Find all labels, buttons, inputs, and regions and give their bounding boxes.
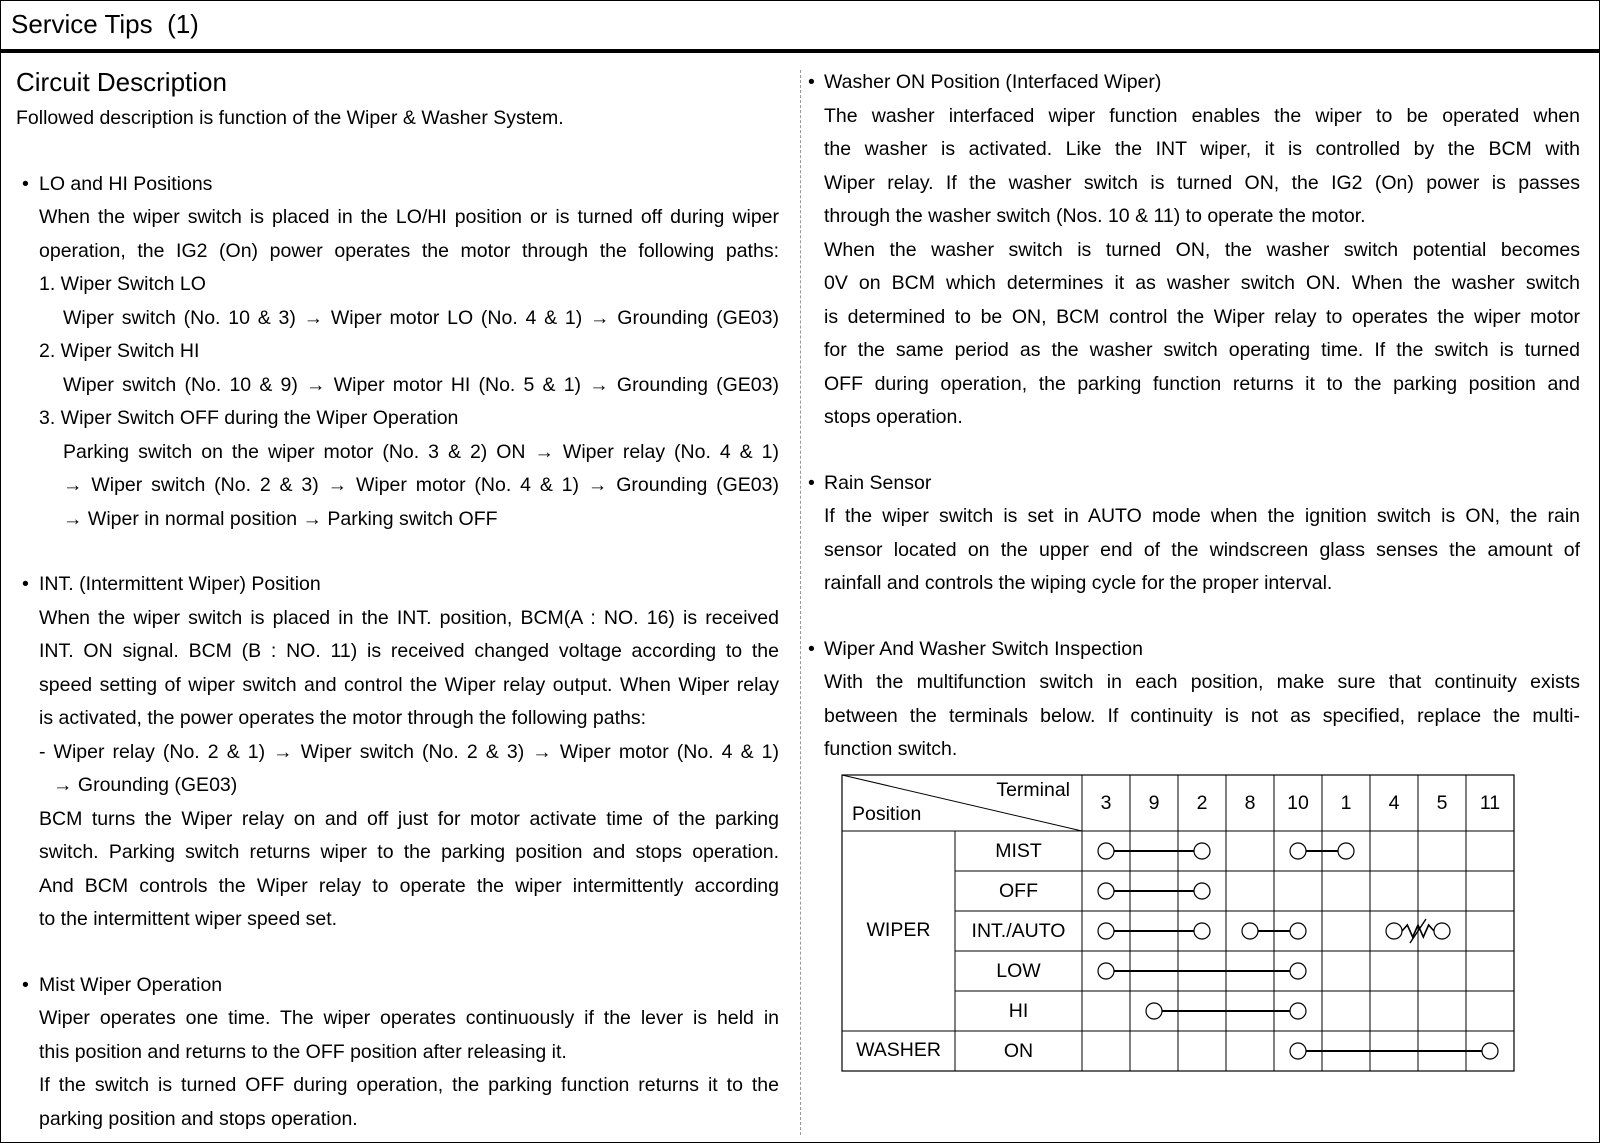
- paragraph-line: rainfall and controls the wiping cycle for the proper interval.: [824, 572, 1333, 594]
- page-header: [1, 1, 1599, 53]
- group-label: WASHER: [856, 1039, 941, 1062]
- list-item-title: 2. Wiper Switch HI: [39, 340, 200, 362]
- paragraph-line: through the washer switch (Nos. 10 & 11) to operate the motor.: [824, 205, 1366, 227]
- paragraph-line: between the terminals below. If continuity is not as specified, replace the multi-: [824, 704, 1580, 727]
- paragraph-line: is determined to be ON, BCM control the Wiper relay to operates the wiper motor: [824, 305, 1580, 328]
- bullet-icon: •: [808, 71, 815, 93]
- path-line: Wiper switch (No. 10 & 3) → Wiper motor LO (No. 4 & 1) → Grounding (GE03): [63, 306, 779, 329]
- terminal-header: 2: [1196, 792, 1208, 815]
- corner-terminal-label: Terminal: [996, 779, 1070, 802]
- terminal-header: 10: [1287, 792, 1309, 815]
- terminal-node: [1194, 843, 1210, 859]
- page-title: Service Tips (1): [11, 9, 199, 39]
- paragraph-line: And BCM controls the Wiper relay to operate the wiper intermittently according: [39, 874, 779, 897]
- group-label: WIPER: [866, 919, 931, 942]
- paragraph-line: stops operation.: [824, 406, 963, 428]
- paragraph-line: 0V on BCM which determines it as washer switch ON. When the washer switch: [824, 272, 1580, 294]
- terminal-node: [1194, 883, 1210, 899]
- paragraph-line: to the intermittent wiper speed set.: [39, 908, 338, 930]
- terminal-node: [1146, 1003, 1162, 1019]
- terminal-node: [1434, 923, 1450, 939]
- terminal-node: [1386, 923, 1402, 939]
- terminal-node: [1098, 963, 1114, 979]
- paragraph-line: switch. Parking switch returns wiper to the parking position and stops operation.: [39, 841, 779, 863]
- paragraph-line: the washer is activated. Like the INT wiper, it is controlled by the BCM with: [824, 138, 1580, 160]
- switch-inspection-table: [841, 774, 1521, 1079]
- row-label: MIST: [995, 840, 1042, 863]
- paragraph-line: → Grounding (GE03): [53, 774, 238, 796]
- terminal-header: 1: [1340, 792, 1352, 815]
- terminal-node: [1290, 1043, 1306, 1059]
- terminal-header: 4: [1388, 792, 1400, 815]
- paragraph-line: operation, the IG2 (On) power operates the motor through the following paths:: [39, 239, 779, 262]
- terminal-node: [1098, 843, 1114, 859]
- paragraph-line: If the wiper switch is set in AUTO mode when the ignition switch is ON, the rain: [824, 505, 1580, 527]
- paragraph-line: With the multifunction switch in each position, make sure that continuity exists: [824, 671, 1580, 693]
- intro-text: Followed description is function of the Wiper & Washer System.: [16, 107, 564, 129]
- left-column: [16, 62, 779, 1136]
- terminal-header: 9: [1148, 792, 1160, 815]
- inspection-title: • Wiper And Washer Switch Inspection: [824, 633, 1580, 667]
- paragraph-line: When the wiper switch is placed in the INT. position, BCM(A : NO. 16) is received: [39, 606, 779, 629]
- terminal-node: [1098, 883, 1114, 899]
- paragraph-line: sensor located on the upper end of the windscreen glass senses the amount of: [824, 538, 1580, 561]
- washer-title: • Washer ON Position (Interfaced Wiper): [824, 66, 1580, 100]
- row-label: OFF: [999, 880, 1038, 903]
- corner-position-label: Position: [852, 803, 922, 826]
- page-number: (1): [167, 9, 199, 39]
- paragraph-line: The washer interfaced wiper function enables the wiper to be operated when: [824, 104, 1580, 127]
- terminal-node: [1242, 923, 1258, 939]
- terminal-node: [1290, 963, 1306, 979]
- path-line: → Wiper switch (No. 2 & 3) → Wiper motor (No. 4 & 1) → Grounding (GE03): [63, 474, 779, 496]
- list-item-title: 3. Wiper Switch OFF during the Wiper Operation: [39, 407, 459, 429]
- path-line: Parking switch on the wiper motor (No. 3 & 2) ON → Wiper relay (No. 4 & 1): [63, 440, 779, 463]
- column-divider: [800, 70, 801, 1135]
- terminal-node: [1290, 1003, 1306, 1019]
- terminal-node: [1290, 843, 1306, 859]
- rain-title: • Rain Sensor: [824, 467, 1580, 501]
- paragraph-line: - Wiper relay (No. 2 & 1) → Wiper switch (No. 2 & 3) → Wiper motor (No. 4 & 1): [39, 740, 779, 763]
- paragraph-line: for the same period as the washer switch operating time. If the switch is turned: [824, 339, 1580, 361]
- paragraph-line: function switch.: [824, 738, 958, 760]
- terminal-header: 11: [1479, 792, 1501, 815]
- int-title: • INT. (Intermittent Wiper) Position: [16, 568, 779, 602]
- terminal-node: [1098, 923, 1114, 939]
- path-line: Wiper switch (No. 10 & 9) → Wiper motor HI (No. 5 & 1) → Grounding (GE03): [63, 373, 779, 396]
- paragraph-line: Wiper operates one time. The wiper operates continuously if the lever is held in: [39, 1007, 779, 1029]
- bullet-icon: •: [808, 471, 815, 494]
- bullet-icon: •: [22, 172, 29, 195]
- paragraph-line: If the switch is turned OFF during operation, the parking function returns it to the: [39, 1074, 779, 1096]
- row-label: HI: [1008, 1000, 1029, 1023]
- paragraph-line: this position and returns to the OFF position after releasing it.: [39, 1040, 567, 1063]
- list-item-title: 1. Wiper Switch LO: [39, 273, 206, 295]
- paragraph-line: BCM turns the Wiper relay on and off just for motor activate time of the parking: [39, 807, 779, 830]
- paragraph-line: speed setting of wiper switch and control the Wiper relay output. When Wiper relay: [39, 673, 779, 696]
- terminal-header: 3: [1100, 792, 1112, 815]
- path-line: → Wiper in normal position → Parking switch OFF: [63, 507, 498, 530]
- section-heading: Circuit Description: [16, 67, 227, 97]
- paragraph-line: INT. ON signal. BCM (B : NO. 11) is received changed voltage according to the: [39, 640, 779, 662]
- paragraph-line: When the wiper switch is placed in the LO/HI position or is turned off during wiper: [39, 206, 779, 228]
- continuity-table-svg: [841, 774, 1521, 1074]
- paragraph-line: is activated, the power operates the motor through the following paths:: [39, 707, 647, 729]
- row-label: LOW: [996, 960, 1041, 983]
- terminal-node: [1290, 923, 1306, 939]
- paragraph-line: When the washer switch is turned ON, the washer switch potential becomes: [824, 238, 1580, 261]
- paragraph-line: OFF during operation, the parking function returns it to the parking position and: [824, 372, 1580, 395]
- mist-title: • Mist Wiper Operation: [16, 969, 779, 1003]
- terminal-node: [1194, 923, 1210, 939]
- bullet-icon: •: [22, 573, 29, 595]
- paragraph-line: Wiper relay. If the washer switch is turned ON, the IG2 (On) power is passes: [824, 171, 1580, 194]
- bullet-icon: •: [22, 973, 29, 996]
- right-column: [808, 62, 1580, 767]
- row-label: INT./AUTO: [971, 920, 1066, 943]
- terminal-node: [1338, 843, 1354, 859]
- terminal-header: 8: [1244, 792, 1256, 815]
- terminal-node: [1482, 1043, 1498, 1059]
- lo-hi-title: • LO and HI Positions: [16, 168, 779, 202]
- paragraph-line: parking position and stops operation.: [39, 1107, 358, 1130]
- row-label: ON: [1003, 1040, 1034, 1063]
- bullet-icon: •: [808, 637, 815, 660]
- terminal-header: 5: [1436, 792, 1448, 815]
